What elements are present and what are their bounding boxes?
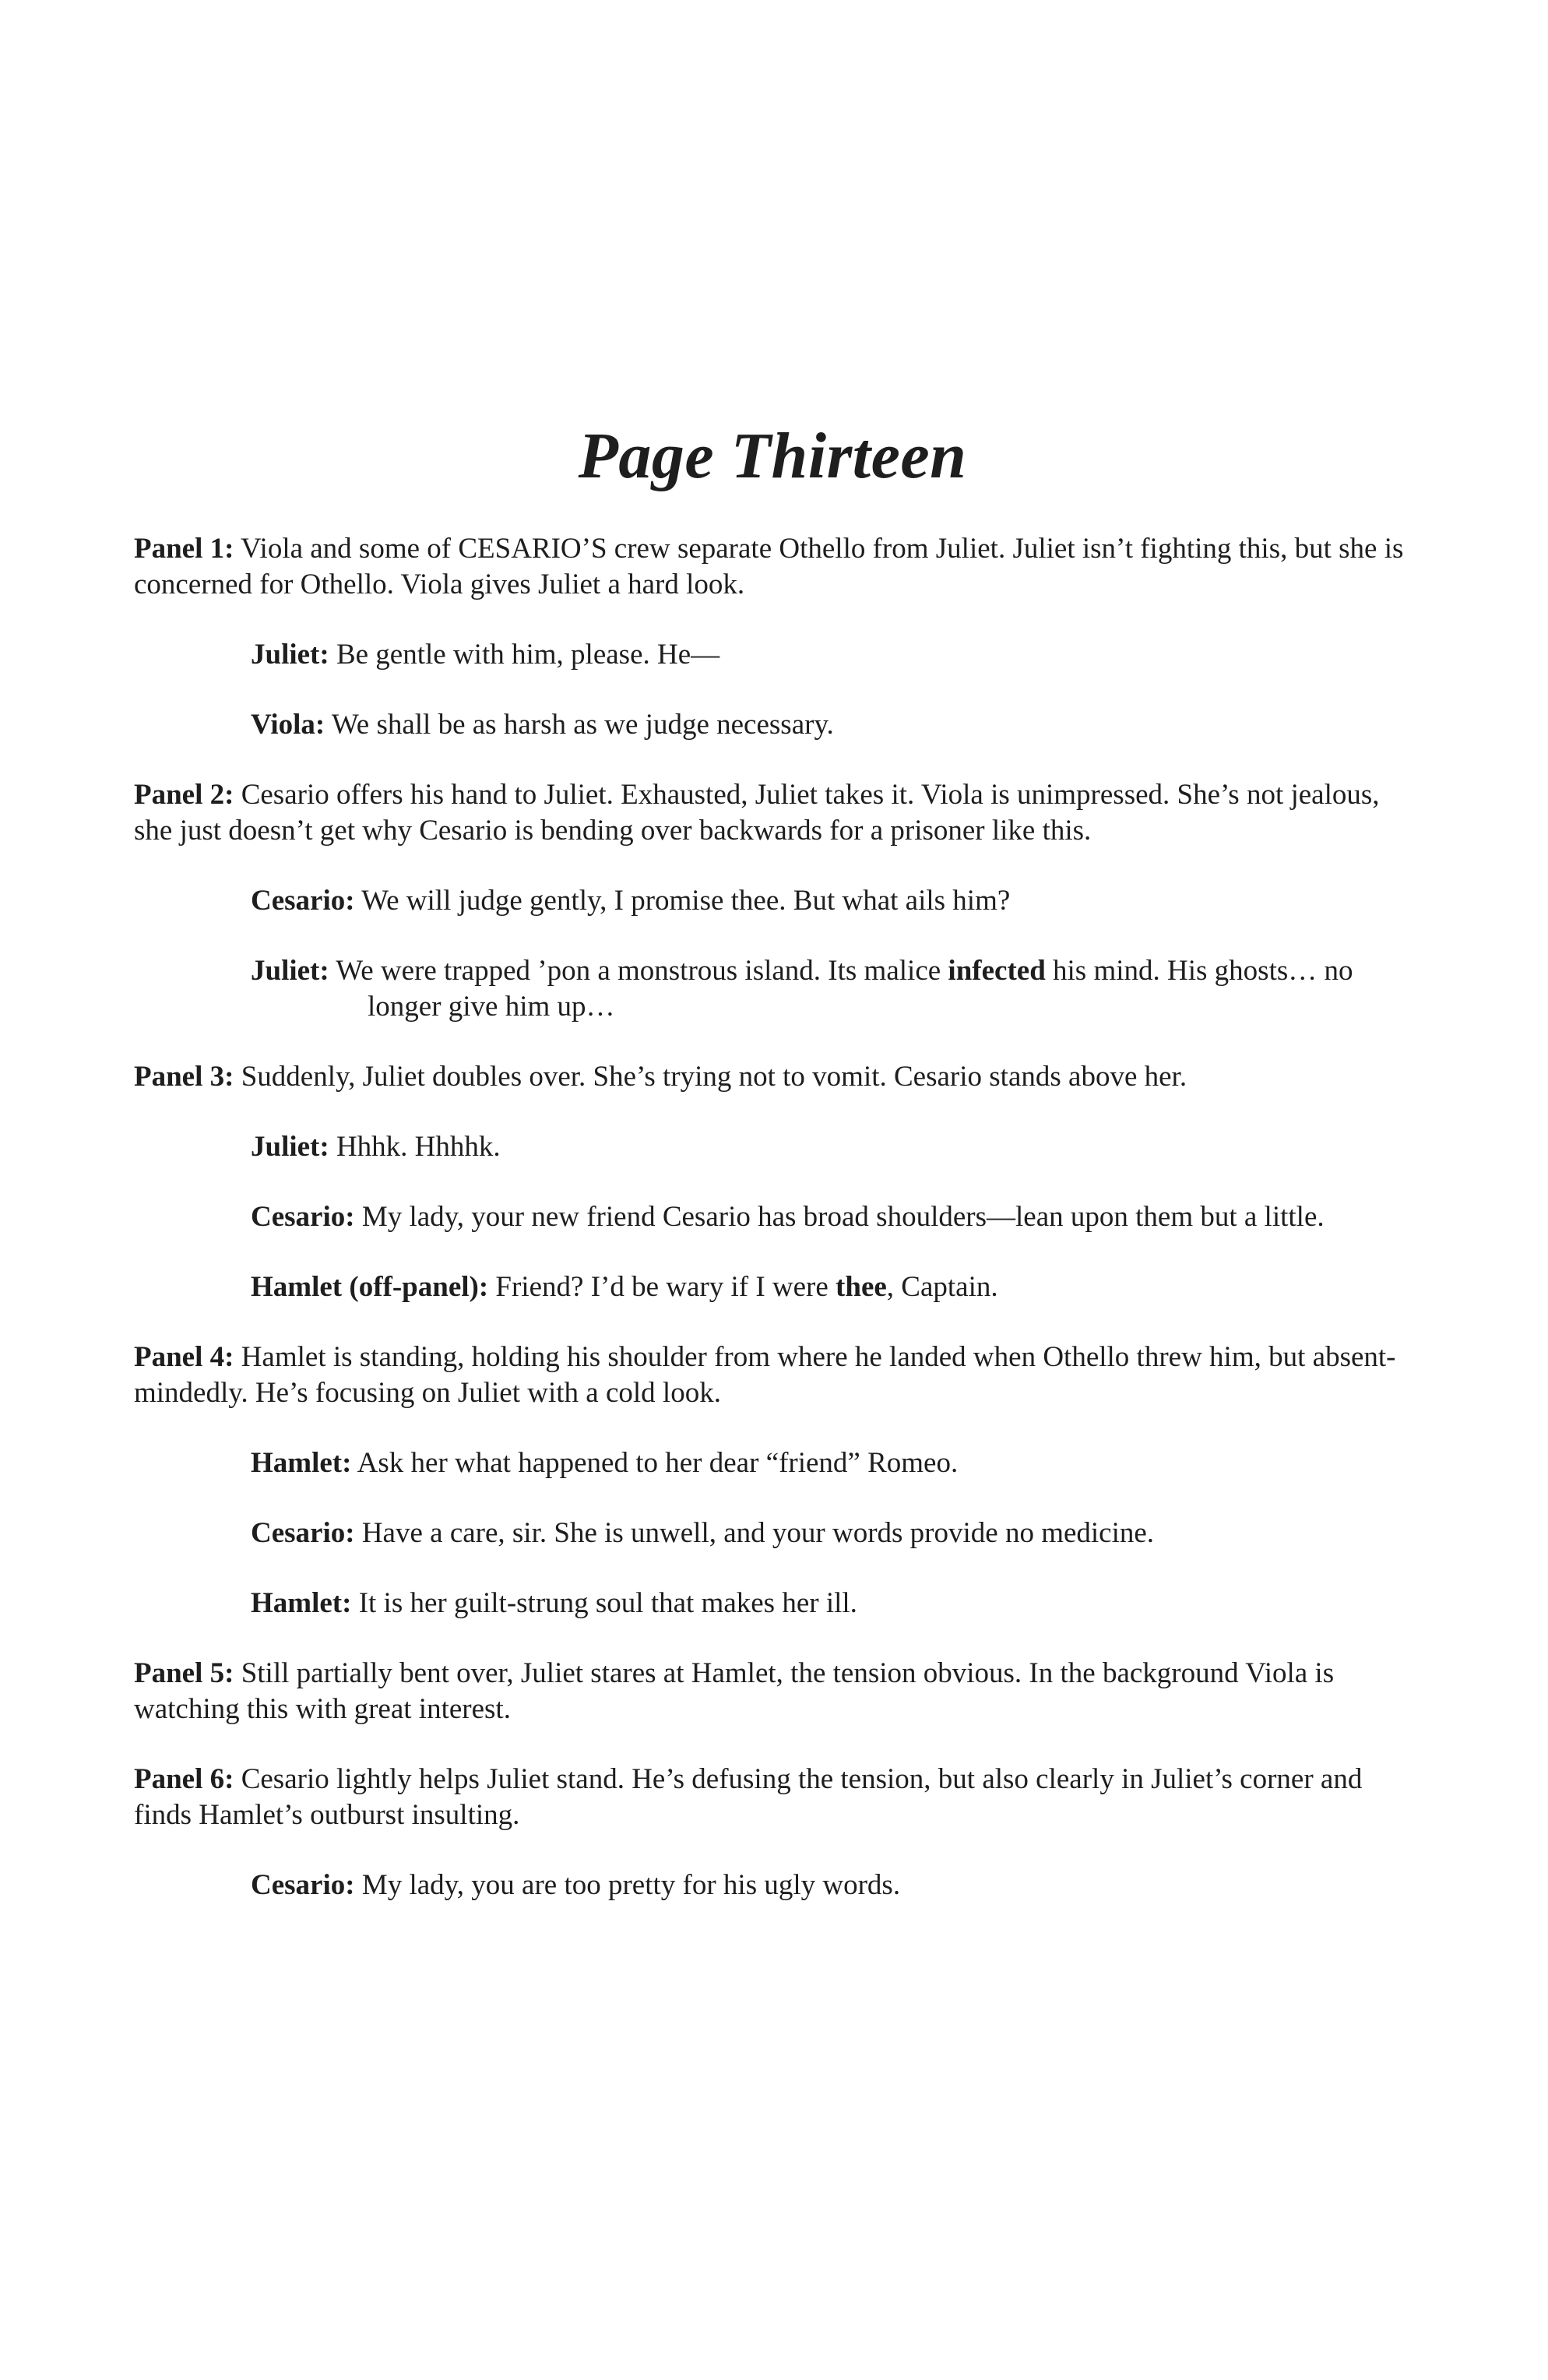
dialogue-text: his mind. His ghosts… no longer give him up… <box>368 955 1353 1023</box>
panel-text: Cesario offers his hand to Juliet. Exhausted, Juliet takes it. Viola is unimpressed. She’s not jealous, she just doesn’t get why Cesario is bending over backwards for a prisoner like this. <box>134 779 1380 847</box>
dialogue-text: , Captain. <box>886 1271 998 1304</box>
speaker-name: Hamlet: <box>251 1447 352 1480</box>
speaker-name: Cesario: <box>251 1517 355 1550</box>
dialogue-text: It is her guilt-strung soul that makes her ill. <box>351 1587 857 1620</box>
dialogue-line <box>251 1586 1411 1621</box>
panel-text: Viola and some of CESARIO’S crew separate Othello from Juliet. Juliet isn’t fighting this, but she is concerned for Othello. Viola gives Juliet a hard look. <box>134 533 1404 601</box>
dialogue-line <box>251 1868 1411 1903</box>
dialogue-line <box>251 1269 1411 1305</box>
panel-6-description <box>134 1762 1411 1833</box>
speaker-name: Hamlet: <box>251 1587 352 1620</box>
speaker-name: Hamlet (off-panel): <box>251 1271 489 1304</box>
speaker-name: Juliet: <box>251 1131 329 1164</box>
dialogue-text: Hhhk. Hhhhk. <box>329 1131 501 1164</box>
page-title: Page Thirteen <box>578 420 967 492</box>
speaker-name: Viola: <box>251 709 325 741</box>
dialogue-text: Ask her what happened to her dear “friend” Romeo. <box>351 1447 959 1480</box>
dialogue-line <box>251 1445 1411 1481</box>
speaker-name: Juliet: <box>251 955 329 988</box>
script-page <box>134 421 1411 1938</box>
panel-text: Cesario lightly helps Juliet stand. He’s defusing the tension, but also clearly in Juliet’s corner and finds Hamlet’s outburst insulting. <box>134 1763 1363 1832</box>
dialogue-line <box>251 1129 1411 1165</box>
panel-3-description <box>134 1059 1411 1095</box>
panel-label: Panel 4: <box>134 1341 234 1374</box>
dialogue-line <box>251 953 1411 1025</box>
dialogue-text: My lady, your new friend Cesario has broad shoulders—lean upon them but a little. <box>354 1201 1325 1234</box>
panel-label: Panel 6: <box>134 1763 234 1796</box>
panel-4-description <box>134 1340 1411 1411</box>
dialogue-text: Friend? I’d be wary if I were <box>488 1271 836 1304</box>
panel-label: Panel 3: <box>134 1061 234 1093</box>
dialogue-text: Be gentle with him, please. He— <box>329 639 720 671</box>
emphasized-word: thee <box>836 1271 887 1304</box>
speaker-name: Cesario: <box>251 1869 355 1902</box>
speaker-name: Juliet: <box>251 639 329 671</box>
dialogue-line <box>251 637 1411 673</box>
speaker-name: Cesario: <box>251 1201 355 1234</box>
emphasized-word: infected <box>948 955 1046 988</box>
dialogue-text: We were trapped ’pon a monstrous island. Its malice <box>329 955 948 988</box>
dialogue-line <box>251 1199 1411 1235</box>
dialogue-text: We shall be as harsh as we judge necessary. <box>325 709 834 741</box>
dialogue-text: We will judge gently, I promise thee. But what ails him? <box>354 885 1011 917</box>
panel-text: Suddenly, Juliet doubles over. She’s trying not to vomit. Cesario stands above her. <box>234 1061 1187 1093</box>
panel-2-description <box>134 777 1411 849</box>
panel-label: Panel 2: <box>134 779 234 812</box>
panel-label: Panel 1: <box>134 533 234 565</box>
dialogue-line <box>251 883 1411 919</box>
dialogue-line <box>251 1516 1411 1551</box>
panel-1-description <box>134 531 1411 603</box>
panel-text: Hamlet is standing, holding his shoulder from where he landed when Othello threw him, but absent-mindedly. He’s focusing on Juliet with a cold look. <box>134 1341 1396 1410</box>
speaker-name: Cesario: <box>251 885 355 917</box>
dialogue-line <box>251 707 1411 743</box>
panel-5-description <box>134 1656 1411 1727</box>
panel-label: Panel 5: <box>134 1657 234 1690</box>
dialogue-text: My lady, you are too pretty for his ugly words. <box>354 1869 901 1902</box>
panel-text: Still partially bent over, Juliet stares at Hamlet, the tension obvious. In the background Viola is watching this with great interest. <box>134 1657 1335 1726</box>
dialogue-text: Have a care, sir. She is unwell, and your words provide no medicine. <box>354 1517 1155 1550</box>
